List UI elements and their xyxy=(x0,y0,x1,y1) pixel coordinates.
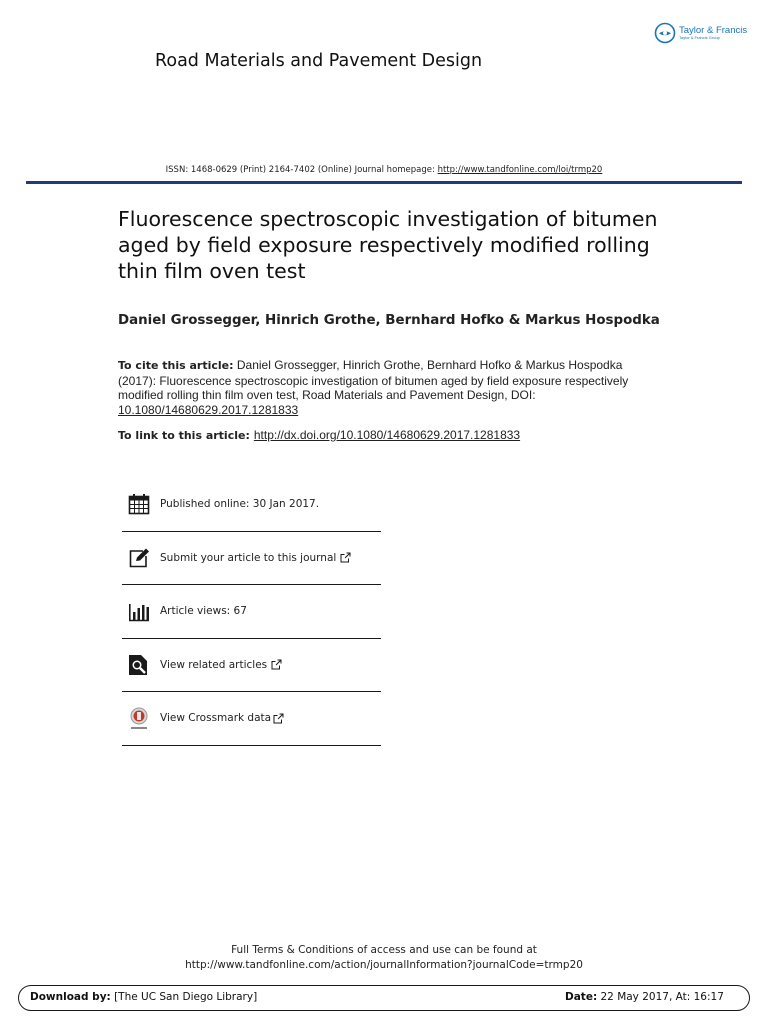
info-item-views xyxy=(122,585,381,639)
journal-title: Road Materials and Pavement Design xyxy=(155,51,483,71)
citation-text: Daniel Grossegger, Hinrich Grothe, Bernhard Hofko & Markus Hospodka (2017): Fluorescence spectroscopic investigation of bitumen aged by field exposure respectively modified rolling thin film oven test, Road Materials and Pavement Design, DOI: xyxy=(118,358,629,402)
terms-link[interactable]: http://www.tandfonline.com/action/journalInformation?journalCode=trmp20 xyxy=(185,958,583,971)
article-link-line xyxy=(118,428,520,442)
info-item-published xyxy=(122,478,381,532)
info-item-label: Article views: 67 xyxy=(160,605,247,618)
bar-chart-icon xyxy=(128,600,150,622)
publisher-logo xyxy=(654,22,747,44)
edit-icon xyxy=(128,547,150,569)
citation-label: To cite this article: xyxy=(118,359,234,372)
publisher-group: Taylor & Francis Group xyxy=(679,35,720,41)
info-item-crossmark[interactable] xyxy=(122,692,381,746)
terms-line-1: Full Terms & Conditions of access and use can be found at xyxy=(231,944,537,956)
info-item-label[interactable]: View related articles xyxy=(160,658,268,671)
download-value: [The UC San Diego Library] xyxy=(110,991,258,1003)
calendar-icon xyxy=(128,493,150,515)
terms-notice xyxy=(0,943,768,972)
download-label: Download by: xyxy=(30,991,111,1003)
article-authors: Daniel Grossegger, Hinrich Grothe, Bernhard Hofko & Markus Hospodka xyxy=(118,313,660,328)
download-date xyxy=(565,991,724,1003)
issn-text: ISSN: 1468-0629 (Print) 2164-7402 (Online) Journal homepage: xyxy=(165,165,438,175)
info-item-label: Published online: 30 Jan 2017. xyxy=(160,498,320,511)
citation-block xyxy=(118,358,633,417)
article-link-label: To link to this article: xyxy=(118,429,250,442)
info-item-label[interactable]: Submit your article to this journal xyxy=(160,551,337,564)
article-title: Fluorescence spectroscopic investigation of bitumen aged by field exposure respectively modified rolling thin film oven test xyxy=(118,207,658,283)
info-item-related[interactable] xyxy=(122,639,381,693)
issn-line xyxy=(0,165,768,175)
publisher-name: Taylor & Francis xyxy=(679,24,748,36)
article-link-url[interactable]: http://dx.doi.org/10.1080/14680629.2017.1281833 xyxy=(253,428,521,442)
external-link-icon xyxy=(340,552,351,563)
info-item-submit[interactable] xyxy=(122,532,381,586)
document-search-icon xyxy=(128,654,150,676)
external-link-icon xyxy=(271,659,282,670)
taylor-francis-logo-icon xyxy=(654,22,676,44)
article-info-box xyxy=(122,478,381,746)
external-link-icon xyxy=(273,713,284,724)
header-rule xyxy=(26,181,742,184)
info-item-label[interactable]: View Crossmark data xyxy=(160,712,272,725)
date-value: 22 May 2017, At: 16:17 xyxy=(597,991,724,1003)
journal-homepage-link[interactable]: http://www.tandfonline.com/loi/trmp20 xyxy=(437,165,603,175)
date-label: Date: xyxy=(565,991,598,1003)
citation-doi-link[interactable]: 10.1080/14680629.2017.1281833 xyxy=(118,402,299,417)
crossmark-icon xyxy=(128,707,150,729)
download-info xyxy=(30,991,257,1003)
